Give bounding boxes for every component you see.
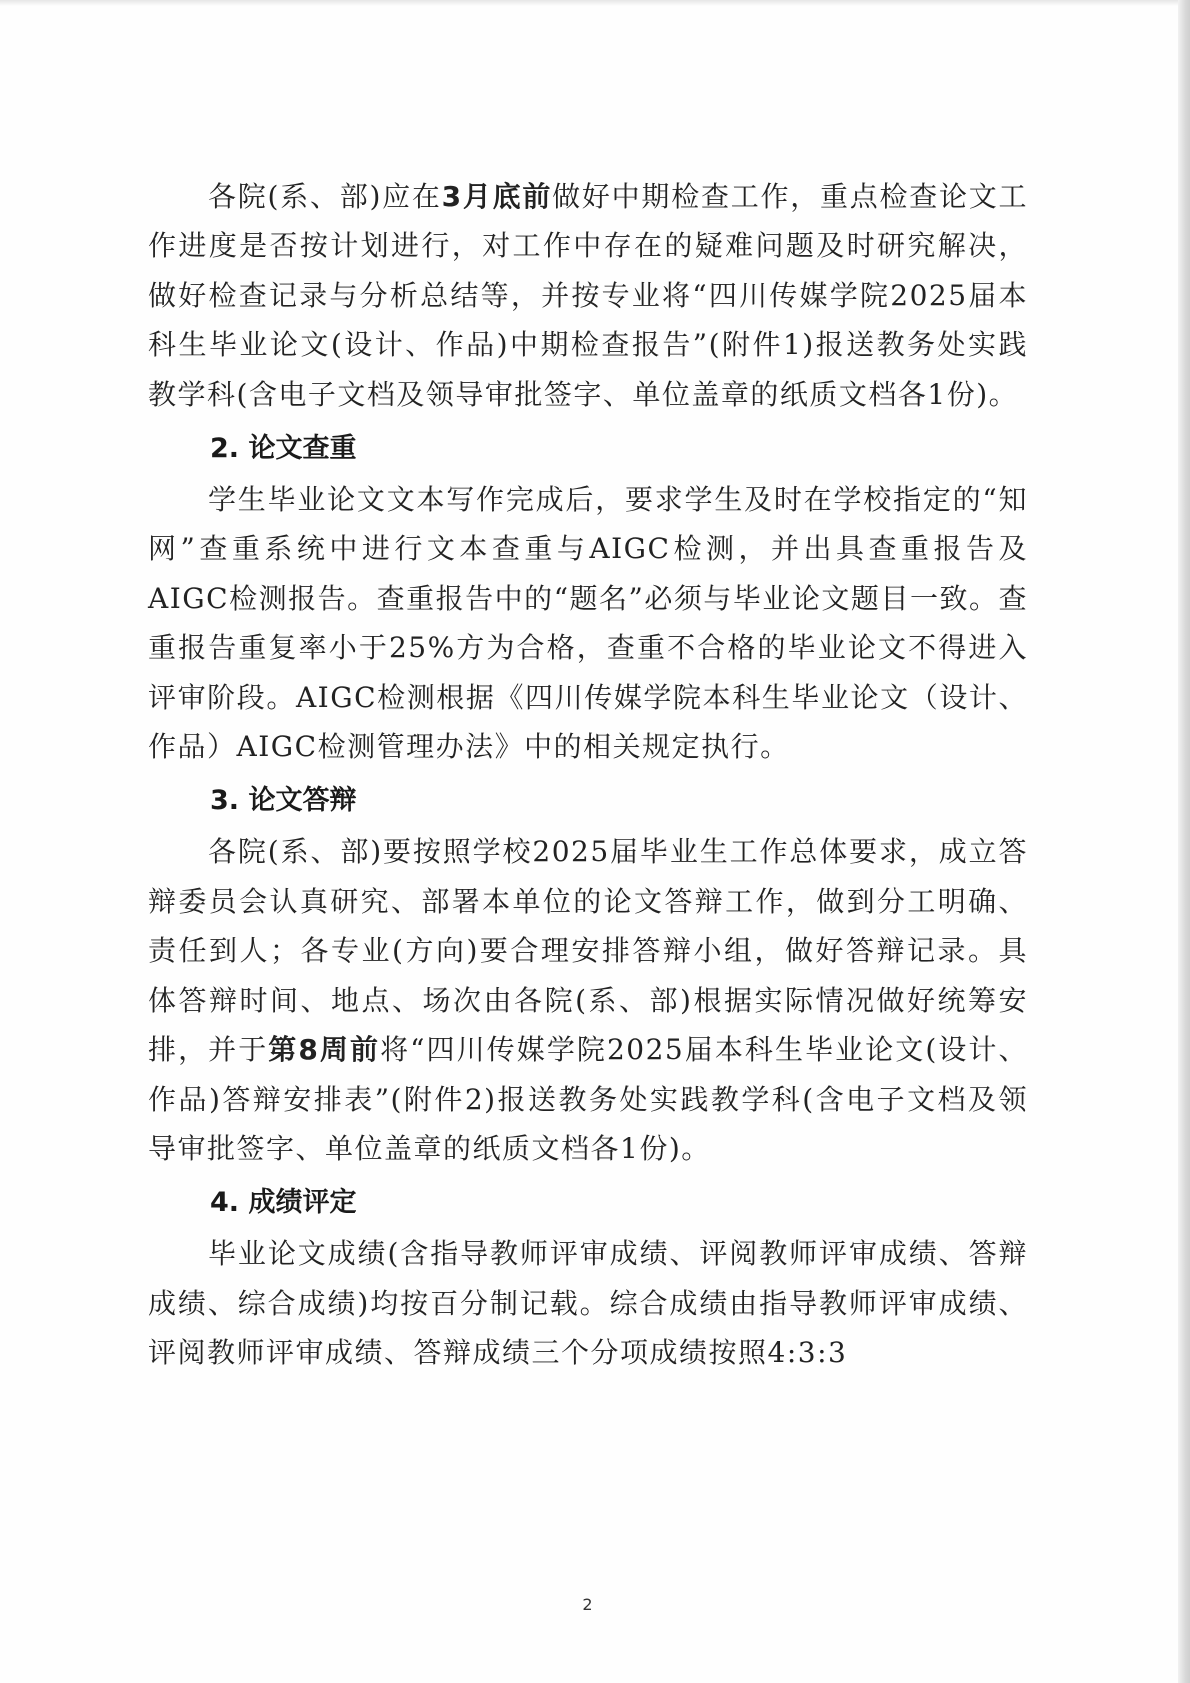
deadline-emphasis: 3月底前 (441, 180, 553, 213)
section-heading-defense: 3. 论文答辩 (210, 785, 357, 817)
section-heading-plagiarism-check: 2. 论文查重 (210, 433, 357, 465)
paragraph-defense (148, 827, 1028, 1173)
page-number: 2 (582, 1595, 593, 1614)
paragraph-grading: 毕业论文成绩(含指导教师评审成绩、评阅教师评审成绩、答辩成绩、综合成绩)均按百分制记载。综合成绩由指导教师评审成绩、评阅教师评审成绩、答辩成绩三个分项成绩按照4:3:3 (148, 1237, 1028, 1370)
document-body (148, 172, 1028, 1378)
paragraph-text: 各院(系、部)要按照学校2025届毕业生工作总体要求，成立答辩委员会认真研究、部署本单位的论文答辩工作，做到分工明确、责任到人；各专业(方向)要合理安排答辩小组，做好答辩记录。具体答辩时间、地点、场次由各院(系、部)根据实际情况做好统筹安排，并于 (148, 835, 1028, 1067)
scan-top-edge (0, 0, 1190, 6)
section-heading-grading: 4. 成绩评定 (210, 1187, 357, 1219)
paragraph-midterm-check (148, 172, 1028, 419)
paragraph-text: 做好中期检查工作，重点检查论文工作进度是否按计划进行，对工作中存在的疑难问题及时研究解决，做好检查记录与分析总结等，并按专业将“四川传媒学院2025届本科生毕业论文(设计、作品)中期检查报告”(附件1)报送教务处实践教学科(含电子文档及领导审批签字、单位盖章的纸质文档各1份)。 (148, 180, 1028, 411)
scan-right-edge (1178, 0, 1190, 1683)
paragraph-text: 各院(系、部)应在 (208, 180, 442, 213)
paragraph-plagiarism-check: 学生毕业论文文本写作完成后，要求学生及时在学校指定的“知网”查重系统中进行文本查重与AIGC检测，并出具查重报告及AIGC检测报告。查重报告中的“题名”必须与毕业论文题目一致。查重报告重复率小于25%方为合格，查重不合格的毕业论文不得进入评审阶段。AIGC检测根据《四川传媒学院本科生毕业论文（设计、作品）AIGC检测管理办法》中的相关规定执行。 (148, 483, 1028, 764)
deadline-emphasis: 第8周前 (268, 1033, 381, 1067)
paragraph-text: 将“四川传媒学院2025届本科生毕业论文(设计、作品)答辩安排表”(附件2)报送教务处实践教学科(含电子文档及领导审批签字、单位盖章的纸质文档各1份)。 (148, 1033, 1029, 1165)
